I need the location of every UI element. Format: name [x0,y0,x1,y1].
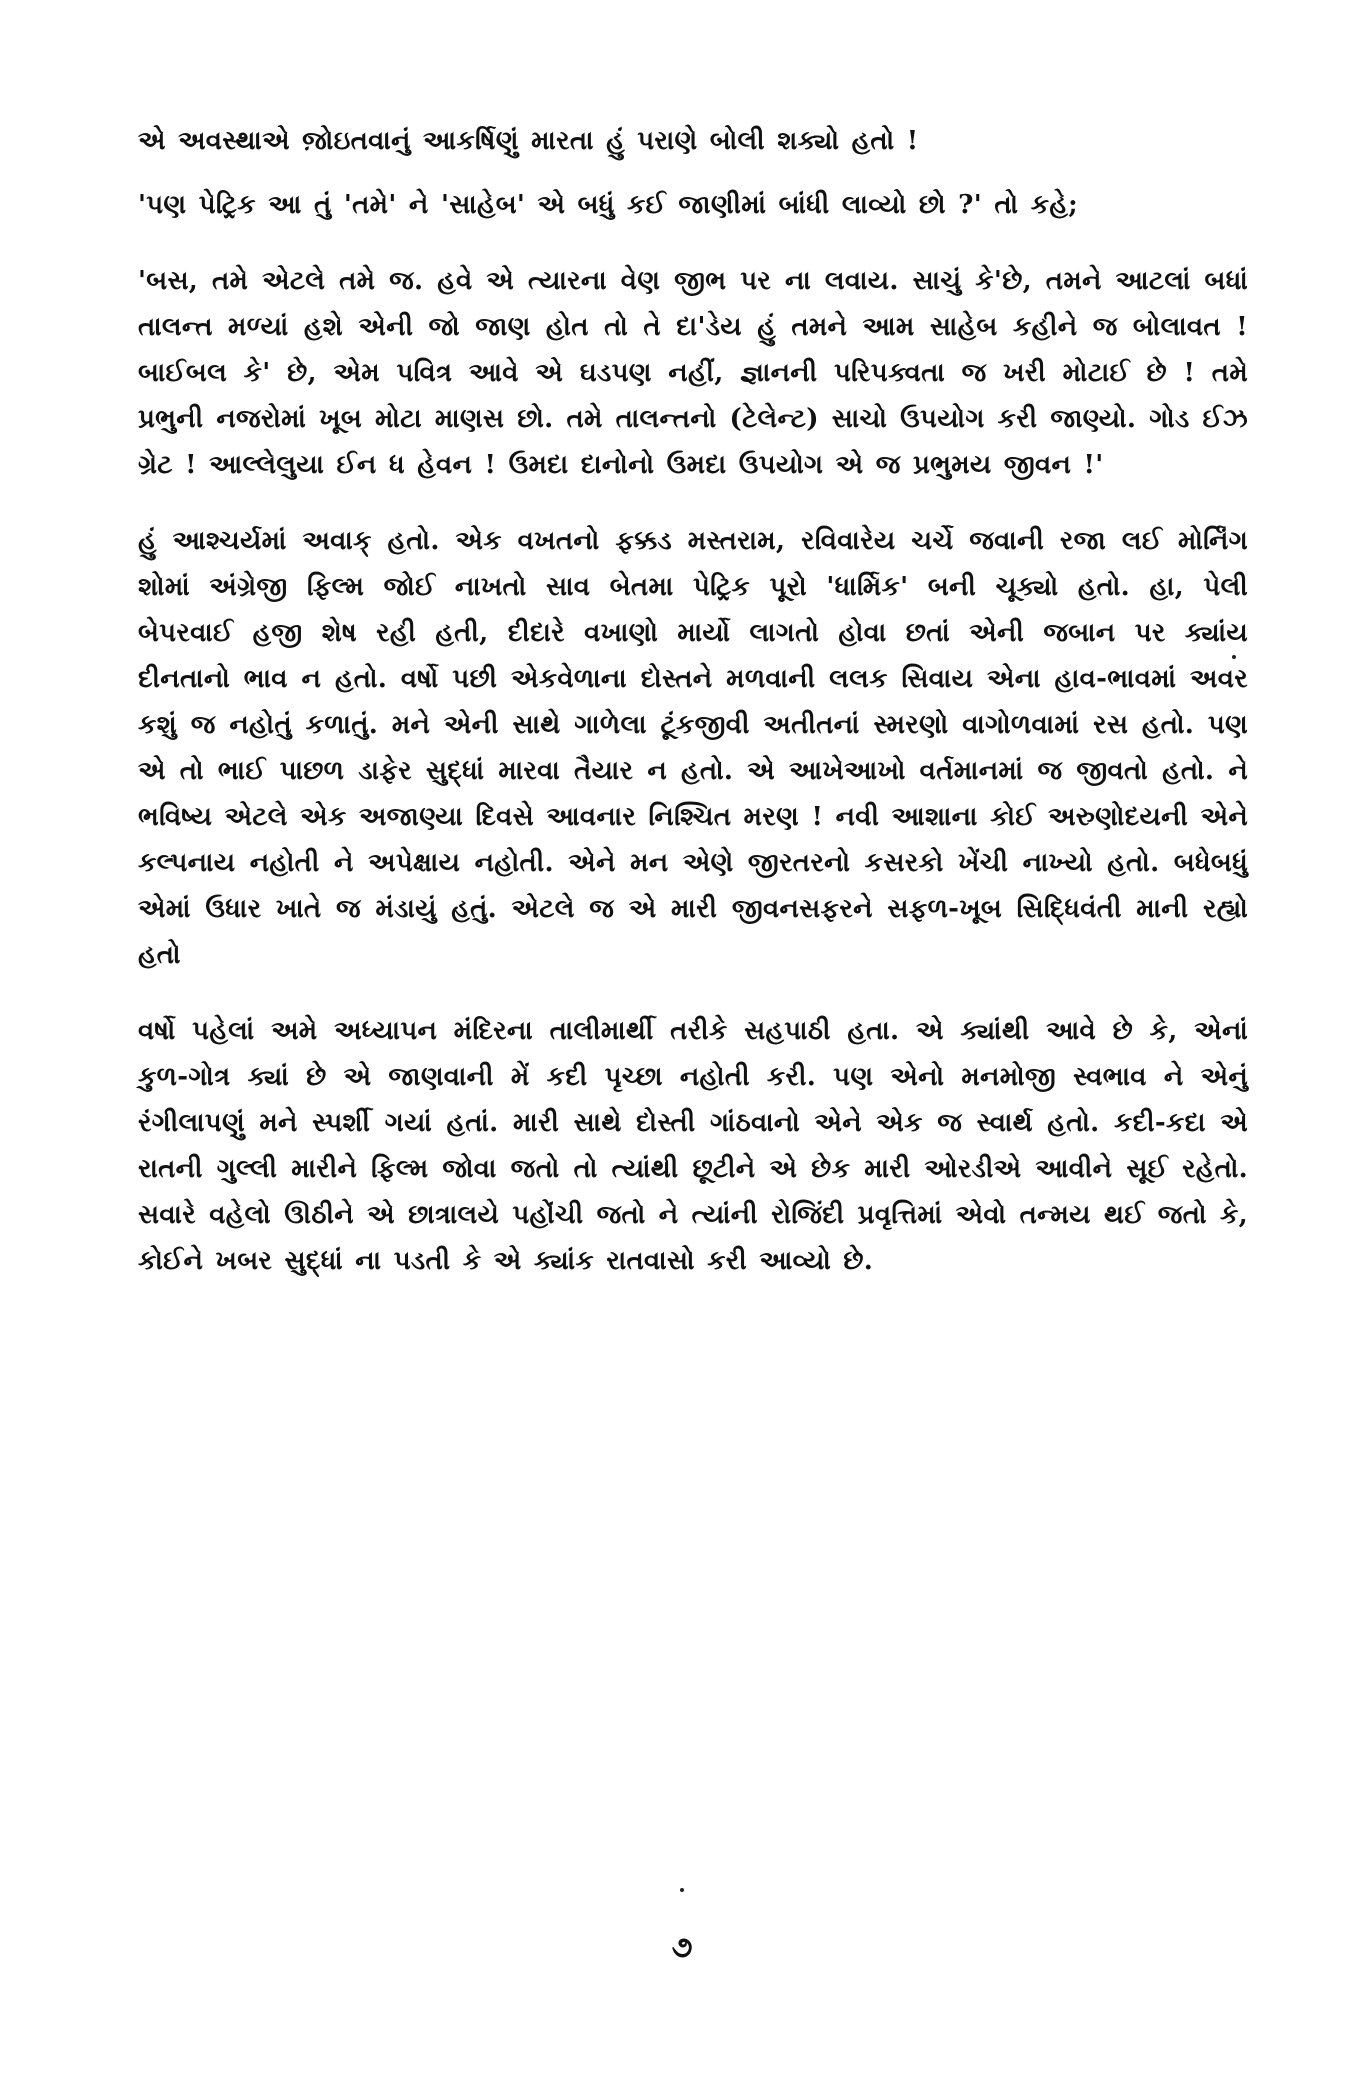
paragraph-5: વર્ષો પહેલાં અમે અધ્યાપન મંદિરના તાલીમાર્થી તરીકે સહપાઠી હતા. એ ક્યાંથી આવે છે કે, એનાં કુળ-ગોત્ર ક્યાં છે એ જાણવાની મેં કદી પૃચ્છા નહોતી કરી. પણ એનો મનમોજી સ્વભાવ ને એનું રંગીલાપણું મને સ્પર્શી ગયાં હતાં. મારી સાથે દોસ્તી ગાંઠવાનો એને એક જ સ્વાર્થ હતો. કદી-કદા એ રાતની ગુલ્લી મારીને ફિલ્મ જોવા જતો તો ત્યાંથી છૂટીને એ છેક મારી ઓરડીએ આવીને સૂઈ રહેતો. સવારે વહેલો ઊઠીને એ છાત્રાલયે પહોંચી જતો ને ત્યાંની રોજિંદી પ્રવૃત્તિમાં એવો તન્મય થઈ જતો કે, કોઈને ખબર સુદ્ધાં ના પડતી કે એ ક્યાંક રાતવાસો કરી આવ્યો છે. [138,1016,1248,1276]
paragraph-1: એ અવસ્થાએ જ઼ોઇતવાનું આકર્ષિણું મારતા હું પરાણે બોલી શક્યો હતો ! [138,126,919,156]
paragraph-4: હું આશ્ચર્યમાં અવાક્ હતો. એક વખતનો ફક્કડ મસ્તરામ, રવિવારેય ચર્ચે જવાની રજા લઈ મોર્નિંગ શોમાં અંગ્રેજી ફિલ્મ જોઈ નાખતો સાવ બેતમા પેટ્રિક પૂરો 'ધાર્મિક' બની ચૂક્યો હતો. હા, પેલી બેપરવાઈ હજી શેષ રહી હતી, દીદારે વખાણો માર્યો લાગતો હોવા છતાં એની જબાન પર ક્યાંય દીનતાનો ભાવ ન હતો. વર્ષો પછી એકવેળાના દોસ્તને મળવાની લલક સિવાય એના હાવ-ભાવમાં અવર કશું જ નહોતું કળાતું. મને એની સાથે ગાળેલા ટૂંકજીવી અતીતનાં સ્મરણો વાગોળવામાં રસ હતો. પણ એ તો ભાઈ પાછળ ડાફેર સુદ્ધાં મારવા તૈયાર ન હતો. એ આખેઆખો વર્તમાનમાં જ જીવતો હતો. ને ભવિષ્ય એટલે એક અજાણ્યા દિવસે આવનાર નિશ્ચિત મરણ ! નવી આશાના કોઈ અરુણોદયની એને કલ્પનાય નહોતી ને અપેક્ષાય નહોતી. એને મન એણે જીરતરનો કસરકો ખેંચી નાખ્યો હતો. બધેબધું એમાં ઉધાર ખાતે જ મંડાયું હતું. એટલે જ એ મારી જીવનસફરને સફળ-ખૂબ સિદ્ધિવંતી માની રહ્યો હતો [138,526,1248,970]
paragraph-3: 'બસ, તમે એટલે તમે જ. હવે એ ત્યારના વેણ જીભ પર ના લવાય. સાચું કે'છે, તમને આટલાં બધાં તાલન્ત મળ્યાં હશે એની જો જાણ હોત તો તે દા'ડેય હું તમને આમ સાહેબ કહીને જ બોલાવત ! બાઈબલ કે' છે, એમ પવિત્ર આવે એ ઘડપણ નહીં, જ્ઞાનની પરિપક્વતા જ ખરી મોટાઈ છે ! તમે પ્રભુની નજરોમાં ખૂબ મોટા માણસ છો. તમે તાલન્તનો (ટેલેન્ટ) સાચો ઉપયોગ કરી જાણ્યો. ગોડ ઈઝ ગ્રેટ ! આલ્લેલુયા ઈન ધ હેવન ! ઉમદા દાનોનો ઉમદા ઉપયોગ એ જ પ્રભુમય જીવન !' [138,266,1248,480]
paragraph-2: 'પણ પેટ્રિક આ તું 'તમે' ને 'સાહેબ' એ બધું કઈ જાણીમાં બાંધી લાવ્યો છો ?' તો કહે; [138,190,1079,220]
page-number: ૭ [671,1930,693,1965]
body-text [138,118,1248,1314]
scan-speck [680,1888,684,1892]
scan-speck [1232,655,1236,659]
